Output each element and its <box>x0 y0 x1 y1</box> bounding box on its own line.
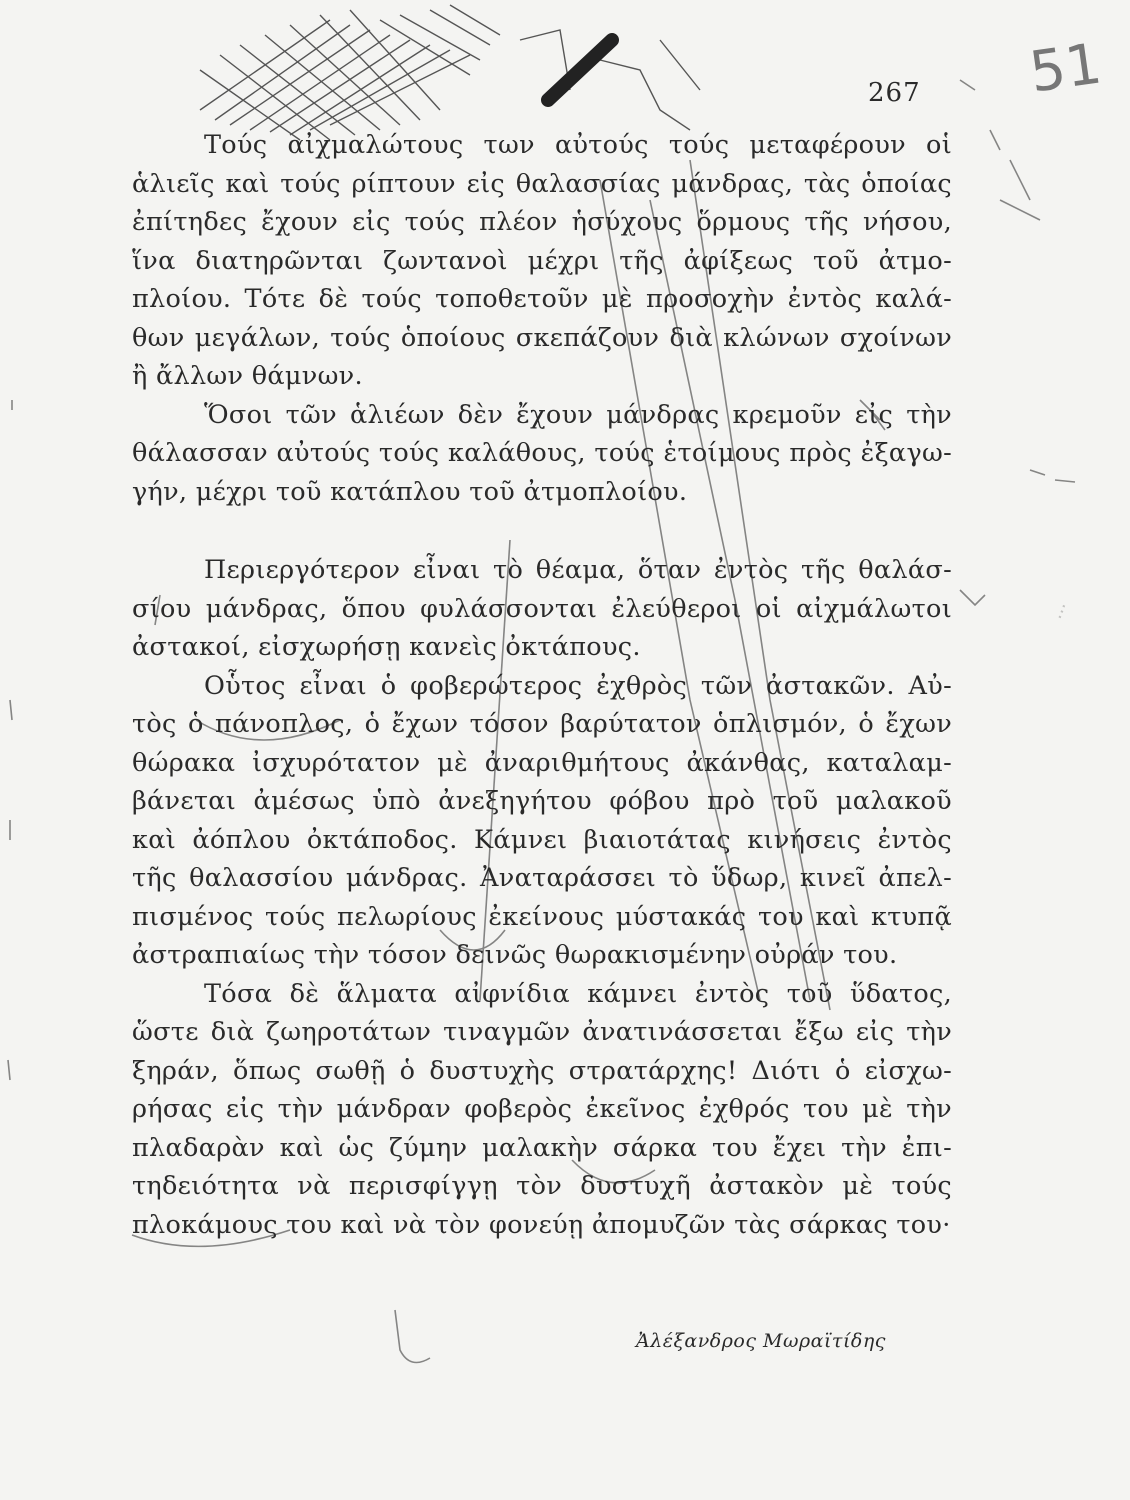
text-line: Ὅσοι τῶν ἁλιέων δὲν ἔχουν μάνδρας κρεμοῦν εἰς τὴν <box>204 399 952 430</box>
text-line: Τούς αἰχμαλώτους των αὐτούς τούς μεταφέρουν οἱ <box>204 130 952 160</box>
text-line: σίου μάνδρας, ὅπου φυλάσσονται ἐλεύθεροι οἱ αἰχμάλωτοι <box>132 593 952 624</box>
text-line: γήν, μέχρι τοῦ κατάπλου τοῦ ἀτμοπλοίου. <box>132 476 688 507</box>
text-line: τὸς ὁ πάνοπλος, ὁ ἔχων τόσον βαρύτατον ὁπλισμόν, ὁ ἔχων <box>132 709 952 739</box>
text-line: πισμένος τούς πελωρίους ἐκείνους μύστακάς του καὶ κτυπᾷ <box>132 901 952 932</box>
handwritten-page-mark: 51 <box>1025 31 1106 106</box>
text-line: ρήσας εἰς τὴν μάνδραν φοβερὸς ἐκεῖνος ἐχθρός του μὲ τὴν <box>132 1094 952 1124</box>
text-line: τηδειότητα νὰ περισφίγγῃ τὸν δυστυχῆ ἀστακὸν μὲ τούς <box>132 1171 952 1201</box>
text-line: καὶ ἀόπλου ὀκτάποδος. Κάμνει βιαιοτάτας κινήσεις ἐντὸς <box>132 824 952 855</box>
svg-text:...: ... <box>1044 598 1071 622</box>
text-line: Περιεργότερον εἶναι τὸ θέαμα, ὅταν ἐντὸς τῆς θαλάσ- <box>204 555 952 585</box>
text-line: ὥστε διὰ ζωηροτάτων τιναγμῶν ἀνατινάσσεται ἔξω εἰς τὴν <box>132 1017 952 1047</box>
text-line: ἵνα διατηρῶνται ζωντανοὶ μέχρι τῆς ἀφίξεως τοῦ ἀτμο- <box>132 245 952 276</box>
text-line: ἁλιεῖς καὶ τούς ρίπτουν εἰς θαλασσίας μάνδρας, τὰς ὁποίας <box>132 168 952 199</box>
section-gap <box>132 511 952 551</box>
text-line: τῆς θαλασσίου μάνδρας. Ἀναταράσσει τὸ ὕδωρ, κινεῖ ἀπελ- <box>132 863 952 893</box>
body-text <box>132 126 952 1244</box>
text-line: θάλασσαν αὐτούς τούς καλάθους, τούς ἑτοίμους πρὸς ἐξαγω- <box>132 438 952 468</box>
text-line: ξηράν, ὅπως σωθῇ ὁ δυστυχὴς στρατάρχης! Διότι ὁ εἰσχω- <box>132 1055 952 1086</box>
author-signature: Ἀλέξανδρος Μωραϊτίδης <box>636 1330 886 1352</box>
text-line: θώρακα ἰσχυρότατον μὲ ἀναριθμήτους ἀκάνθας, καταλαμ- <box>132 747 952 778</box>
text-line: πλοκάμους του καὶ νὰ τὸν φονεύῃ ἀπομυζῶν τὰς σάρκας του· <box>132 1209 951 1240</box>
text-line: Οὗτος εἶναι ὁ φοβερώτερος ἐχθρὸς τῶν ἀστακῶν. Αὐ- <box>204 670 952 701</box>
text-line: βάνεται ἀμέσως ὑπὸ ἀνεξηγήτου φόβου πρὸ τοῦ μαλακοῦ <box>132 786 952 816</box>
text-line: ἀστραπιαίως τὴν τόσον δεινῶς θωρακισμένην οὐράν του. <box>132 940 898 970</box>
text-line: Τόσα δὲ ἅλματα αἰφνίδια κάμνει ἐντὸς τοῦ ὕδατος, <box>204 978 952 1009</box>
page-number: 267 <box>868 78 921 108</box>
text-line: ἐπίτηδες ἔχουν εἰς τούς πλέον ἡσύχους ὅρμους τῆς νήσου, <box>132 207 952 237</box>
text-line: πλοίου. Τότε δὲ τούς τοποθετοῦν μὲ προσοχὴν ἐντὸς καλά- <box>132 284 952 314</box>
text-line: θων μεγάλων, τούς ὁποίους σκεπάζουν διὰ κλώνων σχοίνων <box>132 322 952 353</box>
text-line: ἢ ἄλλων θάμνων. <box>132 361 363 391</box>
text-line: ἀστακοί, εἰσχωρήσῃ κανεὶς ὀκτάπους. <box>132 632 641 662</box>
text-line: πλαδαρὰν καὶ ὡς ζύμην μαλακὴν σάρκα του ἔχει τὴν ἐπι- <box>132 1132 952 1163</box>
